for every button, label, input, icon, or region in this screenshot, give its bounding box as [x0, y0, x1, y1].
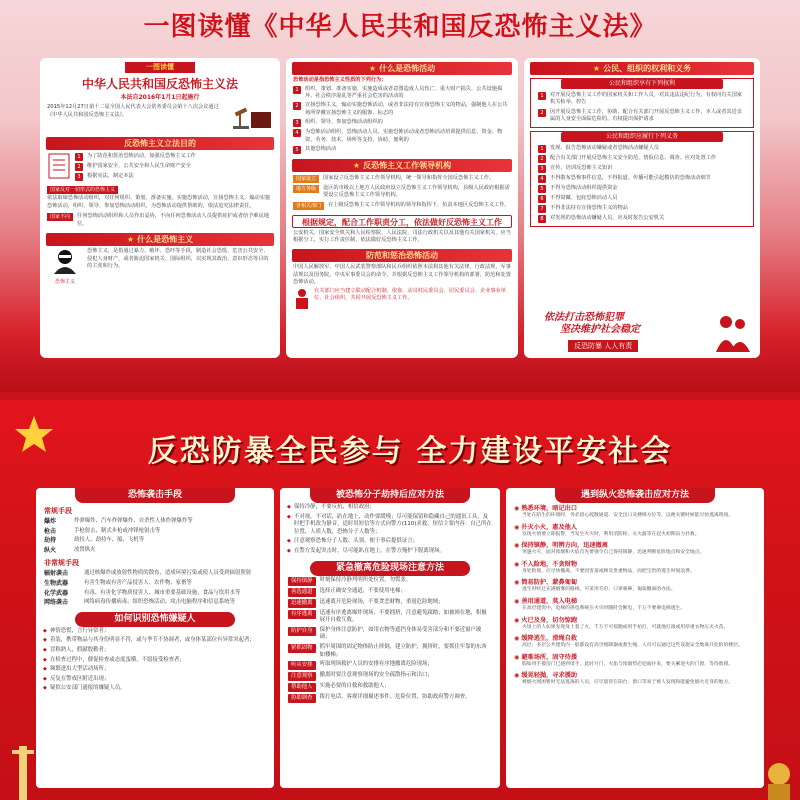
- evacuate-step: 善选通道 选择正确安全通道，不要使用电梯；: [280, 587, 500, 598]
- method-row: 生物武器 有害生物或有害产品侵害人、农作物、家畜等: [44, 579, 192, 587]
- method-row: 辐射袭击 通过核爆炸或放射性物质的散布，造成环境污染或使人员受到辐射照射: [44, 570, 252, 578]
- rights-title: 公民和组织享有下列权利: [561, 79, 723, 89]
- duty-item: 8 对发现的恐怖活动嫌疑人员，应及时报告公安机关: [531, 214, 753, 224]
- suspect-sign: ◆ 疑似公安部门通报的嫌疑人员。: [36, 684, 274, 694]
- bottom-title: 反恐防暴全民参与 全力建设平安社会: [147, 434, 673, 469]
- suspect-sign: ◆ 在检查过程中，催促检查或态度蛮横，不愿接受检查者；: [36, 656, 274, 666]
- evacuate-step: 迅速撤离 迅速离开危险现场，不要贪恋财物，重返危险地域；: [280, 598, 500, 609]
- unusual-methods-label: 非常规手段: [44, 559, 79, 568]
- soldier-silhouette-icon: [712, 312, 752, 352]
- masked-person-icon: [47, 248, 83, 278]
- section-bar-agency: ★ 反恐怖主义工作领导机构: [292, 159, 512, 172]
- duties-title: 公民和组织应履行下列义务: [561, 132, 723, 142]
- activity-item: 3 组织、领导、参加恐怖活动组织的: [286, 118, 518, 128]
- agency-item: 各相关部门 在上级反恐怖主义工作领导机构的领导和指挥下，负责本地区反恐怖主义工作。: [286, 201, 518, 211]
- agency-item: 地方各级 设区的市级以上地方人民政府设立反恐怖主义工作领导机构，县级人民政府根据需要设立反恐怖主义工作领导机构。: [286, 184, 518, 201]
- arson-tip: ◉ 不入险地，不贪财物 身处险境，应尽快撤离，不要因害羞或顾及贵重物品，而把宝贵的逃生时间浪费。: [506, 559, 764, 578]
- activity-item: 4 为恐怖活动组织、恐怖活动人员、实施恐怖活动或者恐怖活动培训提供信息、资金、物资、劳务、技术、场所等支持、协助、便利的: [286, 128, 518, 145]
- evacuate-step: 防护自身 保护身体注意防护，如用衣物等遮挡身体易受害部分和不要近窗户玻璃；: [280, 626, 500, 643]
- badge: 一图读懂: [125, 62, 195, 73]
- activity-item: 1 组织、策划、准备实施、实施造成或者意图造成人员伤亡、重大财产损失、公共设施损坏、社会秩序混乱等严重社会危害的活动的: [286, 85, 518, 102]
- section-bar-identify: 如何识别恐怖嫌疑人: [75, 612, 235, 627]
- aim-item: 2 维护国家安全、公共安全和人民生命财产安全: [75, 162, 273, 172]
- panel-activities: [286, 58, 518, 358]
- oppose-text: 依法取缔恐怖活动组织，对任何组织、策划、准备实施、实施恐怖活动，宣扬恐怖主义，煽动实施恐怖活动，组织、领导、参加恐怖活动组织，为恐怖活动提供帮助的，依法追究法律责任。: [47, 195, 271, 209]
- method-row: 纵火 放置纵火: [44, 546, 96, 554]
- method-row: 枪击 手枪射击、制式步枪或冲锋枪射击等: [44, 527, 161, 535]
- arson-tip: ◉ 善用通道，莫入电梯 在高层建筑中，电梯的供电系统在火灾时随时会断电，千万不要乘电梯逃生。: [506, 596, 764, 615]
- prevent-text: 中国人民解放军、中国人民武装警察部队和民兵组织依照本法和其他有关法律、行政法规、军事法规以及国务院、中央军事委员会的命令，并根据反恐怖主义工作领导机构的部署，防范和处置恐怖活动。: [293, 264, 511, 286]
- section-bar-prevent: 防范和惩治恐怖活动: [292, 249, 512, 262]
- evacuate-step: 注意观察 撤离时要注意观察现场的安全疏散指示和出口；: [280, 671, 500, 682]
- duties-box: [530, 131, 754, 227]
- section-bar-activities: ★ 什么是恐怖活动: [292, 62, 512, 75]
- duty-item: 2 配合有关部门开展反恐怖主义安全防范、情报信息、调查、应对处置工作: [531, 154, 753, 164]
- activity-item: 2 宣扬恐怖主义，煽动实施恐怖活动，或者非法持有宣扬恐怖主义的物品，强制他人在公共场所穿戴宣扬恐怖主义的服饰、标志的: [286, 101, 518, 118]
- right-item: 2 因开展反恐怖主义工作，协助、配合有关部门开展反恐怖主义工作，本人或者其近亲属的人身安全面临危险的，有权提出保护请求: [531, 108, 753, 125]
- evacuate-step: 帮助他人 实施必要的自救和救助他人；: [280, 682, 500, 693]
- no-compromise-label: 国家不向: [47, 213, 73, 221]
- duty-item: 3 宣传、培训反恐怖主义知识: [531, 164, 753, 174]
- arson-tip: ◉ 缓晃轻抛，寻求援助 被烟火围困暂时无法逃离的人员，应尽量待在阳台、窗口等易于被人发现和能避免烟火近身的地方。: [506, 670, 764, 689]
- common-methods-label: 常规手段: [44, 507, 72, 515]
- section-bar-arson: 遇到纵火恐怖袭击应对方法: [555, 488, 715, 503]
- no-compromise-text: 任何恐怖活动组织和人员作出妥协，不向任何恐怖活动人员提供庇护或者给予难民地位。: [77, 213, 269, 227]
- section-bar-evacuate: 紧急撤离危险现场注意方法: [310, 561, 470, 576]
- person-label: 恐怖主义: [54, 279, 75, 285]
- evacuate-step: 协助调查 拨打电话，客观详细描述事件、危险位置，协助政府警方调查。: [280, 693, 500, 704]
- suspect-sign: ◆ 冒称熟人，假献殷勤者；: [36, 646, 274, 656]
- arson-tip: ◉ 保持镇静，明辨方向，迅速撤离 突遇火灾，面对浓烟和火焰首先要强令自己保持镇静，迅速判断危险地点和安全地点。: [506, 540, 764, 559]
- hijack-tip: ◆ 注意观察恐怖分子人数、头领，便于事后提供证言；: [280, 537, 500, 547]
- method-row: 爆炸 炸弹爆炸、汽车炸弹爆炸、自杀性人体炸弹爆炸等: [44, 518, 193, 525]
- suspect-sign: ◆ 频繁进出大型活动场所；: [36, 665, 274, 675]
- suspect-sign: ◆ 反复在警戒区附近出现；: [36, 675, 274, 685]
- duty-item: 5 不得为恐怖活动组织提供资金: [531, 184, 753, 194]
- evacuate-step: 保持镇静 时刻保持冷静判明所处位置，勿慌张。: [280, 576, 500, 587]
- evacuate-step: 听从安排 听取现场救护人员的安排有序地撤离危险现场；: [280, 660, 500, 671]
- suspect-sign: ◆ 神情恐慌，言行异常者；: [36, 627, 274, 637]
- arson-tip: ◉ 熟悉环境，暗记出口 当处在陌生的环境时，务必留心疏散通道、安全出口及楼梯方位等，以便关键时候能尽快逃离现场。: [506, 503, 764, 522]
- law-heading: 中华人民共和国反恐怖主义法: [81, 77, 238, 91]
- arson-tip: ◉ 缓降逃生，滑绳自救 高层、多层公共建筑内一般都设有高空缓降器或救生绳，人员可以通过这些设施安全地离开危险的楼层。: [506, 633, 764, 652]
- method-row: 网络袭击 网络病毒传播病毒、组织恐怖活动、攻击电脑程序和信息系统等: [44, 599, 235, 607]
- gavel-icon: [233, 104, 273, 130]
- duty-banner-text: 公安机关、国家安全机关和人民检察院、人民法院、司法行政机关以及其他有关国家机关，应当根据分工，实行工作责任制，依法做好反恐怖主义工作。: [293, 229, 511, 244]
- section-bar-definition: ★ 什么是恐怖主义: [46, 233, 274, 246]
- law-subheading: 本法自2016年1月1日起施行: [120, 94, 200, 101]
- prevent-red-text: 有关部门应当建立联动配合机制，依靠、动员村民委员会、居民委员会、企业事业单位、社会组织，共同开展反恐怖主义工作。: [314, 287, 506, 302]
- activity-item: 5 其他恐怖活动: [286, 145, 518, 155]
- hijack-tip: ◆ 保持冷静，不要反抗，相信政府；: [280, 503, 500, 513]
- method-row: 劫持 劫持人、劫持车、船、飞机等: [44, 537, 145, 545]
- right-item: 1 对开展反恐怖主义工作的国家机关和工作人员，对其违法违纪行为，有权向有关国家机关检举、控告: [531, 91, 753, 108]
- huabiao-pillar-icon: [8, 740, 38, 800]
- duty-item: 1 发现、报告恐怖活动嫌疑或者恐怖活动嫌疑人员: [531, 144, 753, 154]
- duty-item: 4 不得散布恐怖事件信息，不得报道、传播可能引起模仿的恐怖活动细节: [531, 174, 753, 184]
- evacuate-step: 紧抓固物 抓牢周围的固定物体防止摔倒，建立防护，拥挤时，要抓住牢靠的东西如楼梯；: [280, 643, 500, 660]
- aim-item: 3 根据宪法，制定本法: [75, 172, 273, 182]
- panel-intro: [40, 58, 280, 358]
- slogan: 依法打击恐怖犯罪 坚决维护社会稳定: [544, 312, 640, 335]
- document-icon: [47, 152, 71, 180]
- intro-text: 2015年12月27日第十二届全国人民代表大会常务委员会第十八次会议通过《中华人民共和国反恐怖主义法》。: [47, 104, 219, 118]
- method-row: 化学武器 有毒、有害化学物质侵害人、城市重要基础设施、食品与饮用水等: [44, 589, 241, 597]
- panel-rights: [524, 58, 760, 358]
- arson-tip: ◉ 简易防护，蒙鼻匍匐 逃生时经过充满烟雾的路线，可采用毛巾、口罩蒙鼻，匍匐撤离的办法。: [506, 577, 764, 596]
- duty-item: 6 不得窝藏、包庇恐怖活动人员: [531, 194, 753, 204]
- bottom-poster: [0, 400, 800, 800]
- aim-item: 1 为了防范和惩治恐怖活动，加强反恐怖主义工作: [75, 152, 273, 162]
- definition-text: 恐怖主义，是指通过暴力、破坏、恐吓等手段，制造社会恐慌、危害公共安全、侵犯人身财产，或者胁迫国家机关、国际组织，以实现其政治、意识形态等目的的主张和行为。: [87, 248, 269, 270]
- hijack-tip: ◆ 不对视，不对话，趴在地上，动作要缓慢；尽可能保留和隐藏自己的通讯工具，及时把手机改为静音，适时用短信等方式向警方(110)求救，短信主要内容：自己所在位置，人质人数，恐怖分子人数等；: [280, 513, 500, 538]
- agency-item: 国家设立 国家设立反恐怖主义工作领导机构，统一领导和指挥全国反恐怖主义工作。: [286, 174, 518, 184]
- section-bar-aims: 反恐怖主义立法目的: [46, 137, 274, 150]
- slogan-tag: 反恐防暴 人人有责: [568, 340, 638, 352]
- panel-arson: [506, 488, 764, 788]
- panel-hijack: [280, 488, 500, 788]
- suspect-sign: ◆ 着装，携带物品与其身份明显不符，或与季节不协调者，或身体某部位有异常突起者；: [36, 636, 274, 646]
- panel-attack-methods: [36, 488, 274, 788]
- duty-item: 7 不得非法持有宣扬恐怖主义的物品: [531, 204, 753, 214]
- top-title: 一图读懂《中华人民共和国反恐怖主义法》: [143, 12, 657, 42]
- star-icon: [14, 414, 54, 458]
- arson-tip: ◉ 避难场所，固守待援 假如用手摸房门已感到烫手，此时开门，火焰与浓烟势必迎面扑来，要关紧迎火的门窗，等待救援。: [506, 652, 764, 671]
- section-bar-rights: ★ 公民、组织的权利和义务: [530, 62, 754, 75]
- activities-lead: 恐怖活动是指恐怖主义性质的下列行为：: [293, 77, 387, 83]
- police-icon: [293, 288, 311, 310]
- rights-box: [530, 78, 754, 128]
- section-bar-attack-methods: 恐怖袭击手段: [75, 488, 235, 503]
- lion-statue-icon: [762, 760, 796, 800]
- hijack-tip: ◆ 在警方发起突击时，尽可能趴在地上，在警方掩护下脱离现场。: [280, 547, 500, 557]
- arson-tip: ◉ 扑灭小火，惠及他人 发现火情要立即报警，当发生火灾时，利用消防栓、灭火器等在起火初期奋力扑救。: [506, 522, 764, 541]
- arson-tip: ◉ 火已及身，切勿惊跑 火场上的人如果发现身上着了火，千万不可惊跑或用手拍打，可就地打滚或用厚重衣物压灭火苗。: [506, 615, 764, 634]
- duty-banner: 根据规定，配合工作职责分工，依法做好反恐怖主义工作: [292, 215, 512, 228]
- top-poster: [0, 0, 800, 392]
- oppose-label: 国家反对一切形式的恐怖主义: [47, 186, 118, 194]
- section-bar-hijack: 被恐怖分子劫持后应对方法: [310, 488, 470, 503]
- evacuate-step: 有序逃离 迅速有序逃离爆炸现场，不要拥挤，注意避免踩踏；如被困在地，积极展开自救互救。: [280, 609, 500, 626]
